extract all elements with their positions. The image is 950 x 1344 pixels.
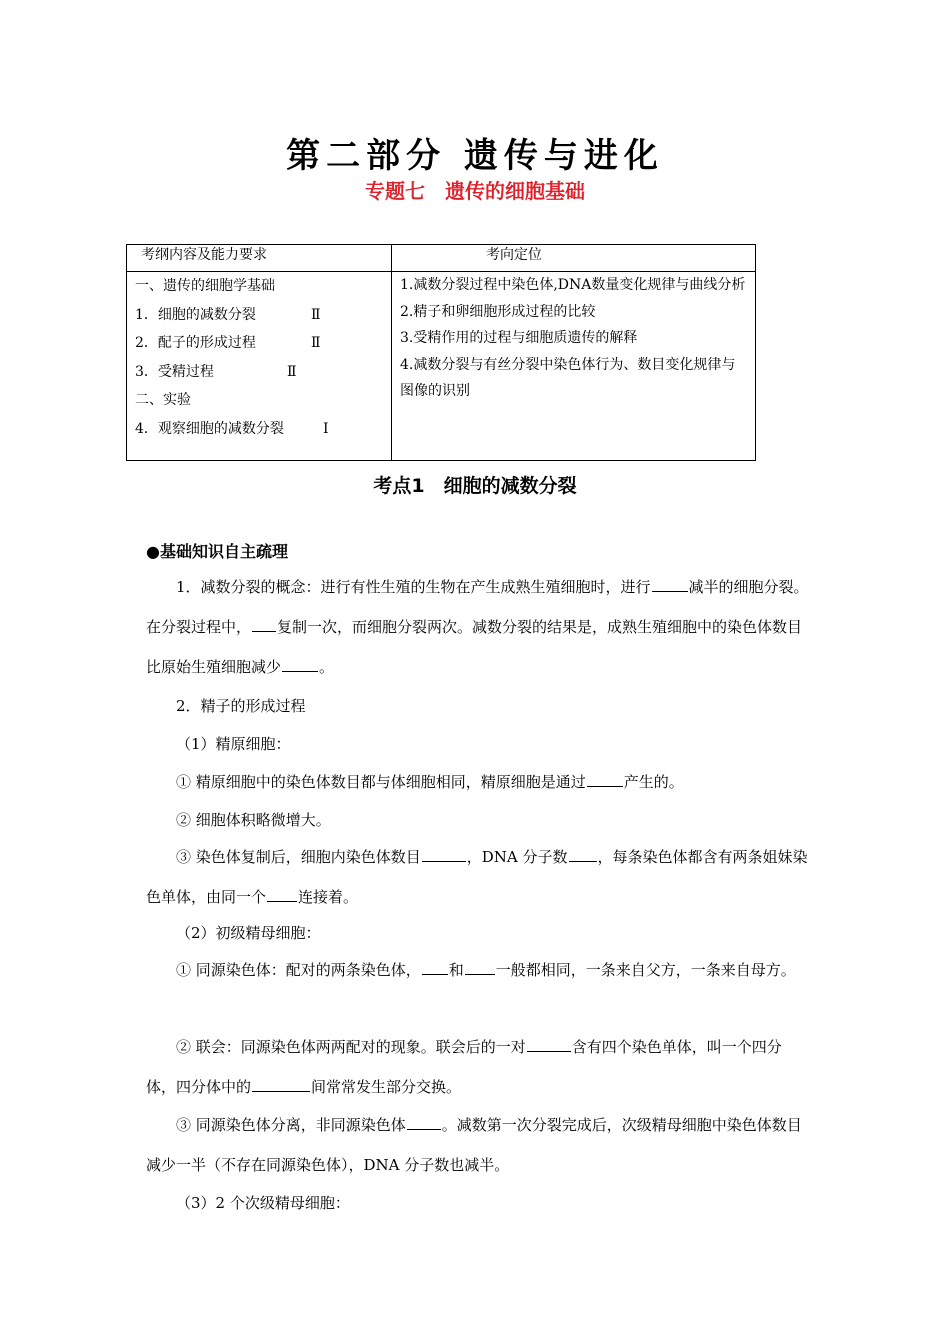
fill-blank[interactable] [282, 655, 318, 672]
table-header-right: 考向定位 [392, 245, 756, 272]
paragraph-item: ① 精原细胞中的染色体数目都与体细胞相同，精原细胞是通过 产生的。 [146, 762, 810, 802]
fill-blank[interactable] [407, 1113, 441, 1130]
fill-blank[interactable] [422, 958, 448, 975]
table-header-left: 考纲内容及能力要求 [127, 245, 392, 272]
requirement-line: 2．配子的形成过程 Ⅱ [135, 329, 383, 358]
requirement-level: Ⅱ [311, 335, 321, 351]
paragraph-meiosis-concept: 1．减数分裂的概念：进行有性生殖的生物在产生成熟生殖细胞时，进行 减半的细胞分裂。在分裂过程中， 复制一次，而细胞分裂两次。减数分裂的结果是，成熟生殖细胞中的染色体数目比原始生殖细胞减少 。 [146, 567, 810, 687]
paragraph-item: ② 联会：同源染色体两两配对的现象。联会后的一对 含有四个染色单体，叫一个四分体，四分体中的 间常常发生部分交换。 [146, 1027, 810, 1107]
syllabus-table [126, 244, 756, 461]
paragraph-item: ① 同源染色体：配对的两条染色体， 和 一般都相同，一条来自父方，一条来自母方。 [146, 950, 810, 990]
requirement-level: Ⅱ [287, 363, 297, 380]
requirement-line: 4．观察细胞的减数分裂 Ⅰ [135, 415, 383, 444]
paragraph-item: ③ 染色体复制后，细胞内染色体数目 ，DNA 分子数 ，每条染色体都含有两条姐妹染色单体，由同一个 连接着。 [146, 837, 810, 917]
direction-line: 1.减数分裂过程中染色体,DNA数量变化规律与曲线分析 [400, 277, 746, 293]
kaodian-heading: 考点1 细胞的减数分裂 [373, 475, 577, 497]
fill-blank[interactable] [652, 575, 688, 592]
fill-blank[interactable] [465, 958, 495, 975]
fill-blank[interactable] [267, 885, 297, 902]
section-heading: ●基础知识自主疏理 [146, 542, 288, 561]
paragraph-item: ② 细胞体积略微增大。 [176, 811, 331, 829]
requirement-line: 二、实验 [135, 392, 191, 408]
paragraph-primary-spermatocyte: （2）初级精母细胞： [176, 924, 321, 942]
syllabus-requirements [127, 272, 392, 461]
requirement-level: Ⅱ [311, 306, 321, 323]
fill-blank[interactable] [252, 615, 276, 632]
requirement-line: 3．受精过程 Ⅱ [135, 358, 383, 387]
part-title: 第二部分 遗传与进化 [286, 136, 664, 176]
direction-line: 3.受精作用的过程与细胞质遗传的解释 [400, 330, 638, 346]
fill-blank[interactable] [252, 1075, 310, 1092]
direction-line: 4.减数分裂与有丝分裂中染色体行为、数目变化规律与图像的识别 [400, 356, 736, 399]
paragraph-sperm-formation: 2．精子的形成过程 [176, 697, 306, 715]
paragraph-spermatogonium: （1）精原细胞： [176, 735, 291, 753]
direction-line: 2.精子和卵细胞形成过程的比较 [400, 303, 596, 320]
fill-blank[interactable] [587, 770, 623, 787]
topic-title: 专题七 遗传的细胞基础 [365, 179, 585, 203]
paragraph-item: ③ 同源染色体分离，非同源染色体 。减数第一次分裂完成后，次级精母细胞中染色体数目减少一半（不存在同源染色体），DNA 分子数也减半。 [146, 1105, 810, 1185]
fill-blank[interactable] [527, 1035, 571, 1052]
requirement-line: 一、遗传的细胞学基础 [135, 278, 275, 294]
syllabus-directions [392, 272, 756, 461]
paragraph-secondary-spermatocyte: （3）2 个次级精母细胞： [176, 1194, 350, 1212]
requirement-level: Ⅰ [323, 420, 329, 437]
fill-blank[interactable] [569, 845, 597, 862]
requirement-line: 1．细胞的减数分裂 Ⅱ [135, 301, 383, 330]
fill-blank[interactable] [422, 845, 466, 862]
